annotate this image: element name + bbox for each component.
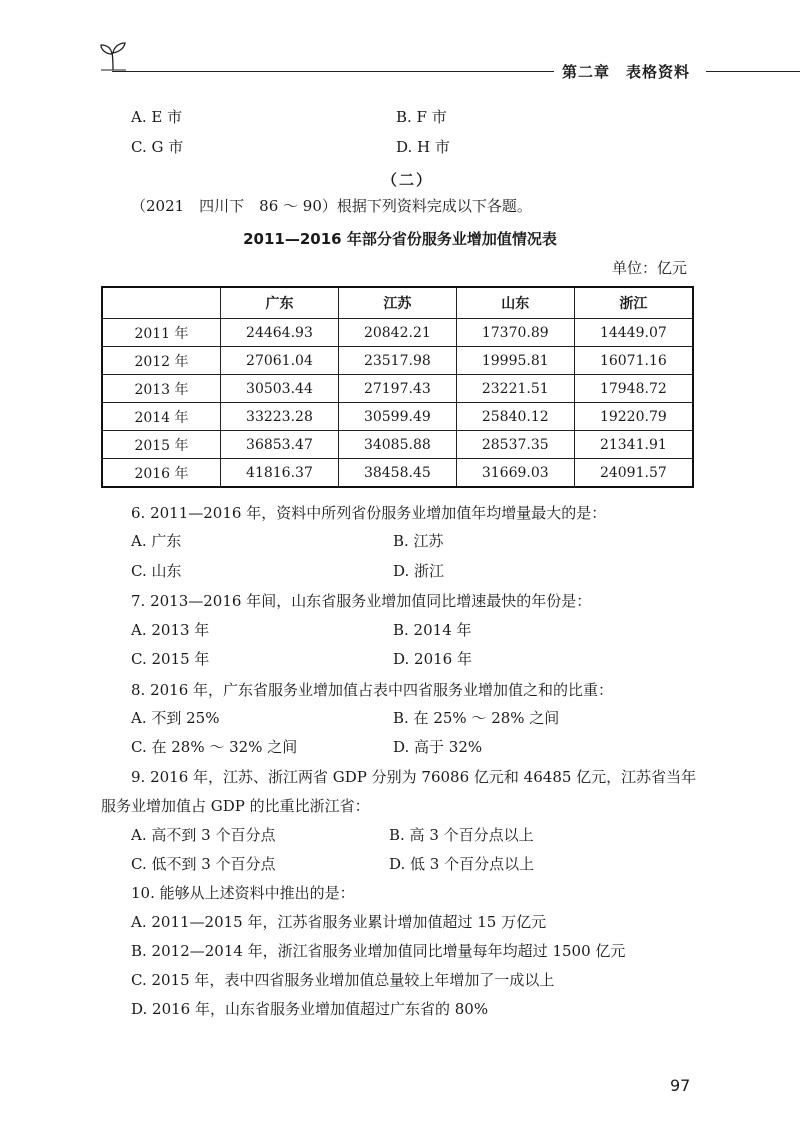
table-cell: 28537.35 xyxy=(456,431,574,459)
question-7-option-d: D. 2016 年 xyxy=(393,650,472,668)
table-row xyxy=(102,347,693,375)
section-intro: （2021 四川下 86 ～ 90）根据下列资料完成以下各题。 xyxy=(131,197,532,215)
table-row xyxy=(102,403,693,431)
table-cell: 36853.47 xyxy=(221,431,339,459)
column-header xyxy=(102,287,221,319)
table-cell: 2016 年 xyxy=(102,459,221,488)
table-cell: 2015 年 xyxy=(102,431,221,459)
question-8-option-d: D. 高于 32% xyxy=(393,738,483,756)
question-6-option-c: C. 山东 xyxy=(131,562,182,580)
header-rule-right xyxy=(706,71,800,72)
question-10-option-b: B. 2012—2014 年，浙江省服务业增加值同比增量每年均超过 1500 亿元 xyxy=(131,942,626,960)
table-unit: 单位：亿元 xyxy=(612,259,688,277)
column-header: 广东 xyxy=(221,287,339,319)
prev-option-d: D. H 市 xyxy=(396,138,450,156)
table-cell: 14449.07 xyxy=(574,319,693,347)
question-7-stem: 7. 2013—2016 年间，山东省服务业增加值同比增速最快的年份是： xyxy=(131,592,592,610)
table-title: 2011—2016 年部分省份服务业增加值情况表 xyxy=(243,230,557,248)
question-8-option-c: C. 在 28% ～ 32% 之间 xyxy=(131,738,298,756)
prev-option-c: C. G 市 xyxy=(131,138,184,156)
question-7-option-a: A. 2013 年 xyxy=(131,621,210,639)
table-cell: 19995.81 xyxy=(456,347,574,375)
table-cell: 30599.49 xyxy=(338,403,456,431)
table-row xyxy=(102,375,693,403)
table-cell: 24464.93 xyxy=(221,319,339,347)
table-cell: 2012 年 xyxy=(102,347,221,375)
prev-option-a: A. E 市 xyxy=(131,108,183,126)
table-cell: 41816.37 xyxy=(221,459,339,488)
question-8-option-b: B. 在 25% ～ 28% 之间 xyxy=(393,709,560,727)
column-header: 浙江 xyxy=(574,287,693,319)
table-cell: 30503.44 xyxy=(221,375,339,403)
table-cell: 23517.98 xyxy=(338,347,456,375)
table-cell: 2014 年 xyxy=(102,403,221,431)
table-cell: 27197.43 xyxy=(338,375,456,403)
question-9-option-b: B. 高 3 个百分点以上 xyxy=(389,826,534,844)
table-cell: 17370.89 xyxy=(456,319,574,347)
sprout-icon xyxy=(98,40,128,72)
data-table xyxy=(101,286,694,488)
table-cell: 21341.91 xyxy=(574,431,693,459)
question-10-option-c: C. 2015 年，表中四省服务业增加值总量较上年增加了一成以上 xyxy=(131,971,555,989)
page-number: 97 xyxy=(670,1076,691,1095)
question-10-stem: 10. 能够从上述资料中推出的是： xyxy=(131,884,355,902)
section-title: （二） xyxy=(382,171,434,189)
table-cell: 34085.88 xyxy=(338,431,456,459)
question-6-option-a: A. 广东 xyxy=(131,532,182,550)
question-10-option-d: D. 2016 年，山东省服务业增加值超过广东省的 80% xyxy=(131,1000,489,1018)
table-cell: 17948.72 xyxy=(574,375,693,403)
table-cell: 16071.16 xyxy=(574,347,693,375)
table-row xyxy=(102,459,693,488)
prev-option-b: B. F 市 xyxy=(396,108,447,126)
question-10-option-a: A. 2011—2015 年，江苏省服务业累计增加值超过 15 万亿元 xyxy=(131,913,547,931)
table-cell: 38458.45 xyxy=(338,459,456,488)
table-cell: 33223.28 xyxy=(221,403,339,431)
question-6-stem: 6. 2011—2016 年，资料中所列省份服务业增加值年均增量最大的是： xyxy=(131,504,607,522)
question-9-stem-continued: 服务业增加值占 GDP 的比重比浙江省： xyxy=(101,797,370,815)
table-cell: 2013 年 xyxy=(102,375,221,403)
question-6-option-d: D. 浙江 xyxy=(393,562,445,580)
question-7-option-b: B. 2014 年 xyxy=(393,621,472,639)
question-9-stem: 9. 2016 年，江苏、浙江两省 GDP 分别为 76086 亿元和 46485 亿元，江苏省当年 xyxy=(131,768,697,786)
table-cell: 23221.51 xyxy=(456,375,574,403)
table-cell: 19220.79 xyxy=(574,403,693,431)
question-9-option-a: A. 高不到 3 个百分点 xyxy=(131,826,276,844)
column-header: 山东 xyxy=(456,287,574,319)
table-cell: 25840.12 xyxy=(456,403,574,431)
table-row xyxy=(102,431,693,459)
table-header-row xyxy=(102,287,693,319)
question-6-option-b: B. 江苏 xyxy=(393,532,444,550)
question-9-option-d: D. 低 3 个百分点以上 xyxy=(389,855,535,873)
chapter-header: 第二章 表格资料 xyxy=(562,63,691,81)
table-row xyxy=(102,319,693,347)
table-cell: 27061.04 xyxy=(221,347,339,375)
table-cell: 20842.21 xyxy=(338,319,456,347)
table-cell: 24091.57 xyxy=(574,459,693,488)
column-header: 江苏 xyxy=(338,287,456,319)
question-8-option-a: A. 不到 25% xyxy=(131,709,220,727)
table-cell: 2011 年 xyxy=(102,319,221,347)
table-cell: 31669.03 xyxy=(456,459,574,488)
question-9-option-c: C. 低不到 3 个百分点 xyxy=(131,855,276,873)
question-8-stem: 8. 2016 年，广东省服务业增加值占表中四省服务业增加值之和的比重： xyxy=(131,681,614,699)
question-7-option-c: C. 2015 年 xyxy=(131,650,210,668)
header-rule-left xyxy=(112,71,554,72)
